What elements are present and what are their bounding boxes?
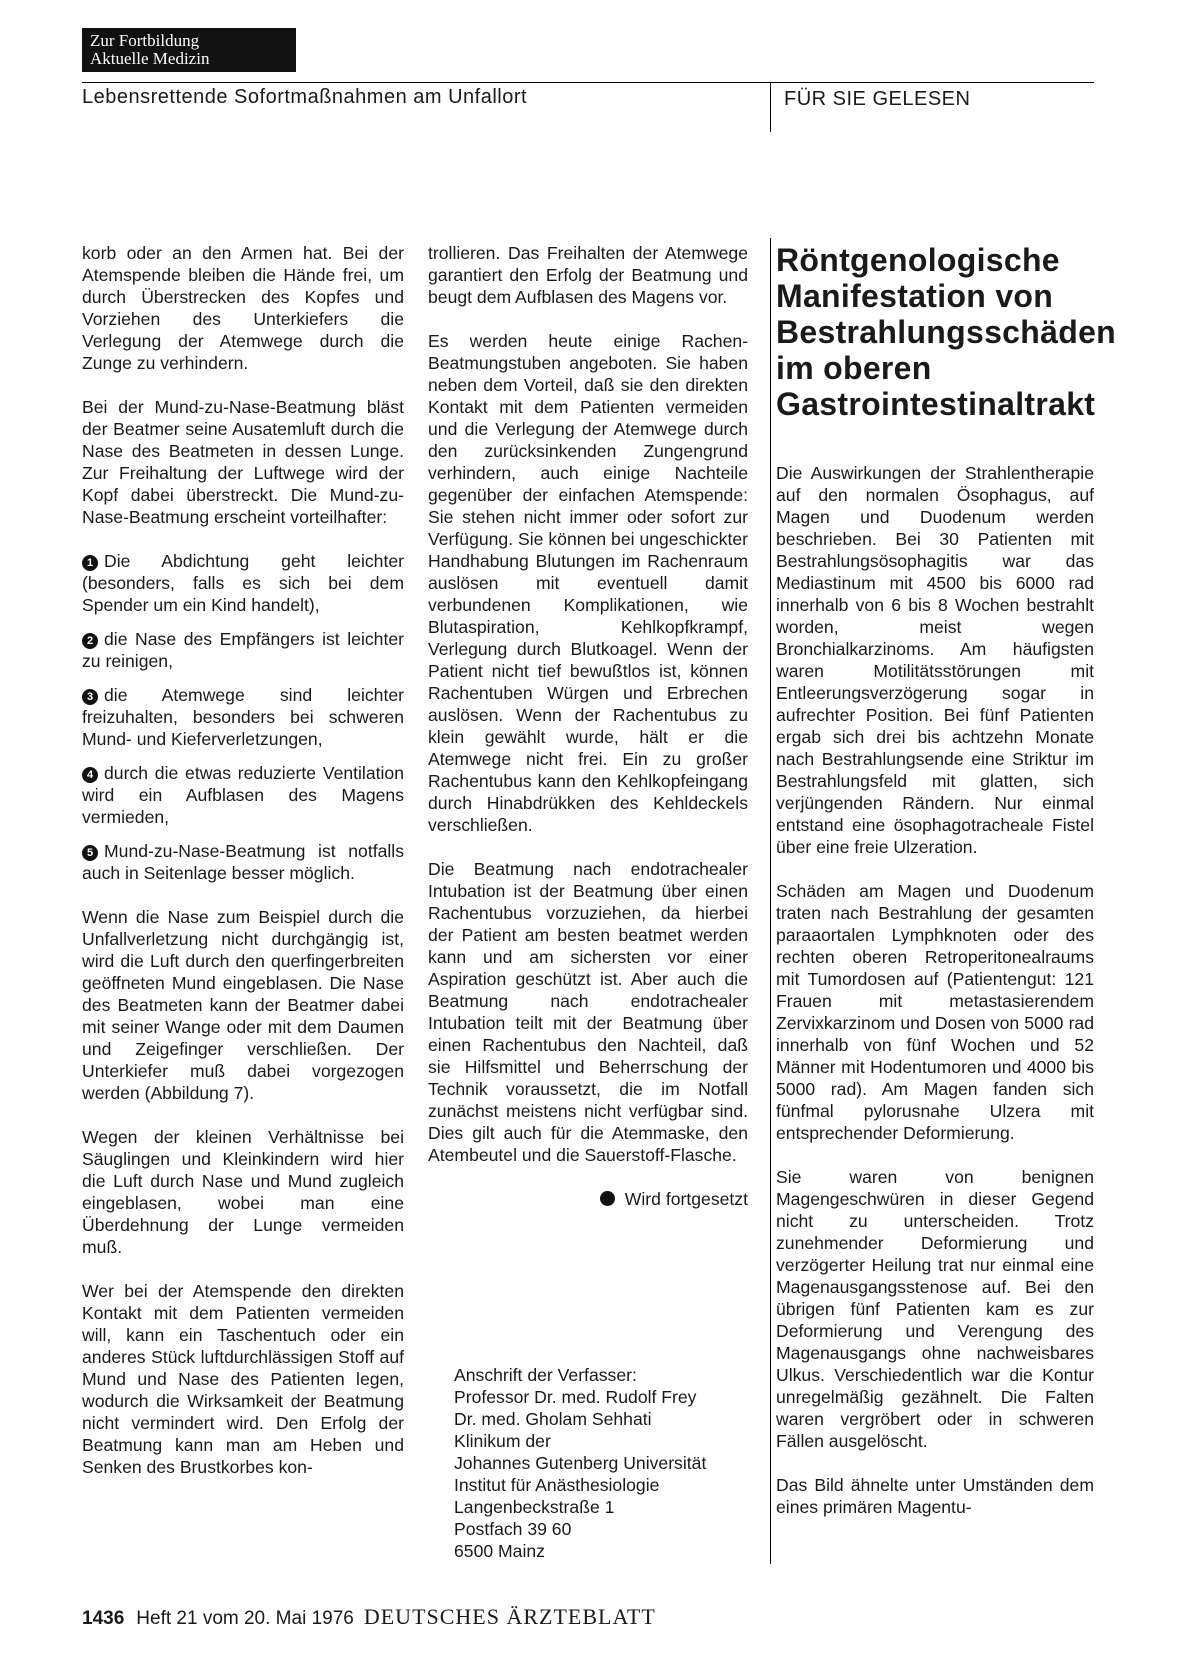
paragraph: korb oder an den Armen hat. Bei der Atemspende bleiben die Hände frei, um durch Überstrecken des Kopfes und Vorziehen des Unterkiefers die Verlegung der Atemwege durch die Zunge zu verhindern. [82,243,404,373]
address-line: Institut für Anästhesiologie [454,1475,660,1495]
bullet-dot-icon [600,1191,615,1206]
paragraph: Wenn die Nase zum Beispiel durch die Unfallverletzung nicht durchgängig ist, wird die Luft durch den querfingerbreiten geöffneten Mund eingeblasen. Die Nase des Beatmeten kann der Beatmer dabei mit seiner Wange oder mit dem Daumen und Zeigefinger verschließen. Der Unterkiefer muß dabei vorgezogen werden (Abbildung 7). [82,907,404,1103]
column-divider [770,238,771,1564]
column-1 [82,242,404,1500]
address-line: Klinikum der [454,1431,551,1451]
section-label: FÜR SIE GELESEN [784,88,971,110]
list-item [82,628,404,672]
list-item-text: durch die etwas reduzierte Ventilation wird ein Aufblasen des Magens vermieden, [82,763,404,827]
page-number: 1436 [82,1608,125,1629]
paragraph: Bei der Mund-zu-Nase-Beatmung bläst der Beatmer seine Ausatemluft durch die Nase des Beatmeten in dessen Lunge. Zur Freihaltung der Luftwege wird der Kopf dabei überstreckt. Die Mund-zu-Nase-Beatmung erscheint vorteilhafter: [82,397,404,527]
paragraph: Die Auswirkungen der Strahlentherapie auf den normalen Ösophagus, auf Magen und Duodenum werden beschrieben. Bei 30 Patienten mit Bestrahlungsösophagitis war das Mediastinum mit 4500 bis 6000 rad innerhalb von 6 bis 8 Wochen bestrahlt worden, meist wegen Bronchialkarzinoms. Am häufigsten waren Motilitätsstörungen mit Entleerungsverzögerung sogar in aufrechter Position. Bei fünf Patienten ergab sich drei bis achtzehn Monate nach Bestrahlungsende eine Striktur im Bestrahlungsfeld mit glatten, sich verjüngenden Rändern. Nur einmal entstand eine ösophagotracheale Fistel über eine freie Ulzeration. [776,463,1094,857]
list-item [82,840,404,884]
address-line: 6500 Mainz [454,1541,545,1561]
column-3 [776,242,1117,1540]
list-item-text: Mund-zu-Nase-Beatmung ist notfalls auch in Seitenlage besser möglich. [82,841,404,883]
continued-label: Wird fortgesetzt [624,1189,748,1209]
header-rule [82,82,1094,83]
paragraph: Es werden heute einige Rachen-Beatmungstuben angeboten. Sie haben neben dem Vorteil, daß sie den direkten Kontakt mit dem Patienten vermeiden und die Verlegung der Atemwege durch den zurücksinkenden Zungengrund verhindern, auch einige Nachteile gegenüber der einfachen Atemspende: Sie stehen nicht immer oder sofort zur Verfügung. Sie können bei ungeschickter Handhabung Blutungen im Rachenraum auslösen mit eventuell damit verbundenen Komplikationen, wie Blutaspiration, Kehlkopfkrampf, Verlegung durch Blutkoagel. Wenn der Patient nicht tief bewußtlos ist, können Rachentuben Würgen und Erbrechen auslösen. Wenn der Rachentubus zu klein gewählt wurde, hält er die Atemwege nicht frei. Ein zu großer Rachentubus kann den Kehlkopfeingang durch Hinabdrükken des Kehldeckels verschließen. [428,331,748,835]
list-item [82,762,404,828]
number-bullet-icon: 5 [82,845,98,861]
paragraph: Schäden am Magen und Duodenum traten nach Bestrahlung der gesamten paraaortalen Lymphknoten oder des rechten oberen Retroperitonealraums mit Tumordosen auf (Patientengut: 121 Frauen mit metastasierendem Zervixkarzinom und Dosen von 5000 rad innerhalb von fünf Wochen und 52 Männer mit Hodentumoren und 4000 bis 5000 rad). Am Magen fanden sich fünfmal pylorusnahe Ulzera mit entsprechender Deformierung. [776,881,1094,1143]
address-line: Dr. med. Gholam Sehhati [454,1409,652,1429]
header-divider [770,82,771,132]
number-bullet-icon: 3 [82,689,98,705]
number-bullet-icon: 1 [82,555,98,571]
column-2 [428,242,748,1210]
page-footer [82,1604,656,1630]
list-item-text: die Atemwege sind leichter freizuhalten, besonders bei schweren Mund- und Kieferverletzungen, [82,685,404,749]
continued-note [428,1188,748,1210]
list-item-text: die Nase des Empfängers ist leichter zu reinigen, [82,629,404,671]
paragraph: Sie waren von benignen Magengeschwüren in dieser Gegend nicht zu unterscheiden. Trotz zunehmender Deformierung und verzögerter Heilung trat nur einmal eine Magenausgangsstenose auf. Bei den übrigen fünf Patienten kam es zur Deformierung und Verengung des Magenausgangs ohne nachweisbares Ulkus. Verschiedentlich war die Kontur unregelmäßig gezähnelt. Die Falten waren vergröbert oder in schweren Fällen ausgelöscht. [776,1167,1094,1451]
paragraph: trollieren. Das Freihalten der Atemwege garantiert den Erfolg der Beatmung und beugt dem Aufblasen des Magens vor. [428,243,748,307]
number-bullet-icon: 4 [82,767,98,783]
address-line: Postfach 39 60 [454,1519,572,1539]
badge-line-1: Zur Fortbildung [90,31,200,50]
paragraph: Wer bei der Atemspende den direkten Kontakt mit dem Patienten vermeiden will, kann ein Taschentuch oder ein anderes Stück luftdurchlässigen Stoff auf Mund und Nase des Patienten legen, wodurch die Wirksamkeit der Beatmung nicht vermindert wird. Den Erfolg der Beatmung kann man am Heben und Senken des Brustkorbes kon- [82,1281,404,1477]
number-bullet-icon: 2 [82,633,98,649]
paragraph: Die Beatmung nach endotrachealer Intubation ist der Beatmung über einen Rachentubus vorzuziehen, da hierbei der Patient am besten beatmet werden kann und am sichersten vor einer Aspiration geschützt ist. Aber auch die Beatmung nach endotrachealer Intubation teilt mit der Beatmung über einen Rachentubus den Nachteil, daß sie Hilfsmittel und Beherrschung der Technik voraussetzt, die im Notfall zunächst meistens nicht verfügbar sind. Dies gilt auch für die Atemmaske, den Atembeutel und die Sauerstoff-Flasche. [428,859,748,1165]
magazine-name: DEUTSCHES ÄRZTEBLATT [363,1604,656,1629]
list-item [82,550,404,616]
paragraph: Das Bild ähnelte unter Umständen dem eines primären Magentu- [776,1475,1094,1517]
badge-line-2: Aktuelle Medizin [90,49,210,68]
list-item [82,684,404,750]
author-address [454,1364,706,1562]
article-headline: Röntgenologische Manifestation von Bestrahlungsschäden im oberen Gastrointestinaltrakt [776,242,1117,422]
address-line: Anschrift der Verfasser: [454,1365,637,1385]
paragraph: Wegen der kleinen Verhältnisse bei Säuglingen und Kleinkindern wird hier die Luft durch Nase und Mund zugleich eingeblasen, wobei man eine Überdehnung der Lunge vermeiden muß. [82,1127,404,1257]
issue-info: Heft 21 vom 20. Mai 1976 [136,1608,354,1629]
section-badge [82,28,296,72]
running-title: Lebensrettende Sofortmaßnahmen am Unfallort [82,86,528,108]
address-line: Professor Dr. med. Rudolf Frey [454,1387,697,1407]
list-item-text: Die Abdichtung geht leichter (besonders, falls es sich bei dem Spender um ein Kind handelt), [82,551,404,615]
address-line: Johannes Gutenberg Universität [454,1453,707,1473]
address-line: Langenbeckstraße 1 [454,1497,615,1517]
